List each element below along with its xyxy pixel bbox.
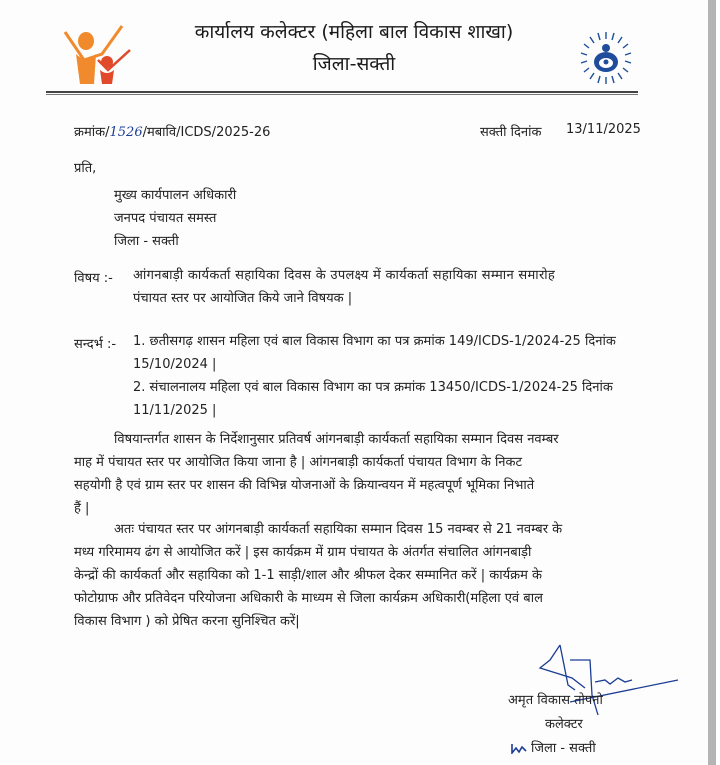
letter-date: 13/11/2025 — [566, 122, 641, 137]
icds-logo-icon — [578, 30, 634, 86]
initial-mark-icon — [510, 742, 528, 754]
reference-line: 15/10/2024 | — [133, 357, 217, 372]
place-date-label: सक्ती दिनांक — [480, 125, 542, 140]
body-paragraph-2 — [74, 518, 656, 633]
paragraph-line: केन्द्रों की कार्यकर्ता और सहायिका को 1-1 साड़ी/शाल और श्रीफल देकर सम्मानित करें | कार्यक्रम के — [74, 568, 543, 583]
recipient-line: मुख्य कार्यपालन अधिकारी — [114, 188, 237, 203]
signature-icon — [530, 640, 690, 720]
paragraph-line: मध्य गरिमामय ढंग से आयोजित करें | इस कार्यक्रम में ग्राम पंचायत के अंतर्गत संचालित आंगनबाड़ी — [74, 545, 532, 560]
signatory-designation: कलेक्टर — [545, 717, 583, 732]
subject-line: पंचायत स्तर पर आयोजित किये जाने विषयक | — [133, 291, 353, 306]
letter-number-suffix: /मबावि/ICDS/2025-26 — [142, 125, 271, 140]
references-text — [133, 330, 655, 422]
letter-number — [74, 122, 270, 140]
recipient-line: जनपद पंचायत समस्त — [114, 211, 217, 226]
reference-line: 1. छतीसगढ़ शासन महिला एवं बाल विकास विभाग का पत्र क्रमांक 149/ICDS-1/2024-25 दिनांक — [133, 334, 616, 349]
body-paragraph-1 — [74, 428, 656, 520]
paragraph-line: अतः पंचायत स्तर पर आंगनबाड़ी कार्यकर्ता सहायिका सम्मान दिवस 15 नवम्बर से 21 नवम्बर के — [114, 522, 563, 537]
district-title: जिला-सक्ती — [312, 53, 396, 75]
reference-line: 11/11/2025 | — [133, 403, 217, 418]
references-label: सन्दर्भ :- — [74, 337, 117, 352]
letter-number-prefix: क्रमांक/ — [74, 125, 110, 140]
subject-text — [133, 264, 653, 310]
paragraph-line: माह में पंचायत स्तर पर आयोजित किया जाना है | आंगनबाड़ी कार्यकर्ता पंचायत विभाग के निकट — [74, 455, 523, 470]
reference-line: 2. संचालनालय महिला एवं बाल विकास विभाग का पत्र क्रमांक 13450/ICDS-1/2024-25 दिनांक — [133, 380, 613, 395]
to-label: प्रति, — [74, 161, 97, 176]
signatory-district: जिला - सक्ती — [531, 741, 596, 756]
signatory-name: अमृत विकास तोपनो — [508, 693, 603, 708]
header-divider — [46, 91, 638, 95]
page-edge-bar — [708, 0, 716, 765]
paragraph-line: हैं | — [74, 501, 90, 516]
paragraph-line: सहयोगी है एवं ग्राम स्तर पर शासन की विभिन्न योजनाओं के क्रियान्वयन में महत्वपूर्ण भूमिका निभाते — [74, 478, 535, 493]
paragraph-line: फोटोग्राफ और प्रतिवेदन परियोजना अधिकारी के माध्यम से जिला कार्यक्रम अधिकारी(महिला एवं बाल — [74, 591, 543, 606]
subject-line: आंगनबाड़ी कार्यकर्ता सहायिका दिवस के उपलक्ष्य में कार्यकर्ता सहायिका सम्मान समारोह — [133, 268, 556, 283]
paragraph-line: विकास विभाग ) को प्रेषित करना सुनिश्चित करें| — [74, 614, 300, 629]
handwritten-letter-number: 1526 — [109, 125, 143, 140]
subject-label: विषय :- — [74, 271, 113, 286]
paragraph-line: विषयान्तर्गत शासन के निर्देशानुसार प्रतिवर्ष आंगनबाड़ी कार्यकर्ता सहायिका सम्मान दिवस नवम्बर — [114, 432, 559, 447]
recipient-line: जिला - सक्ती — [114, 234, 179, 249]
page-edge — [716, 0, 720, 765]
office-title: कार्यालय कलेक्टर (महिला बाल विकास शाखा) — [194, 21, 514, 43]
